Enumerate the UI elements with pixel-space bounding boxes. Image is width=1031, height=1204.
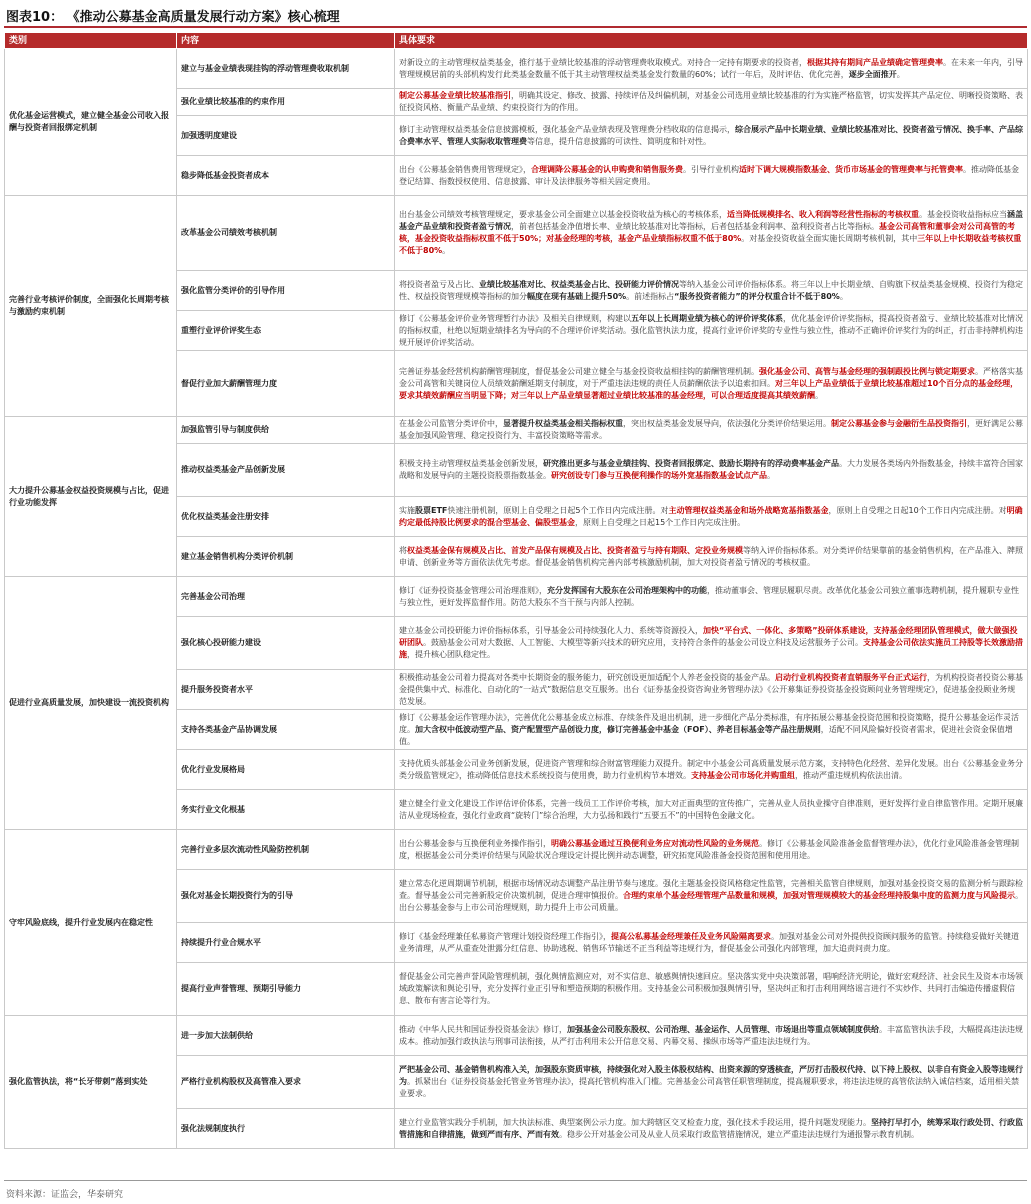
table-row [5,417,1028,444]
content-cell: 优化权益类基金注册安排 [177,497,395,537]
content-cell: 优化行业发展格局 [177,750,395,790]
highlight-text: 适时下调大规模指数基金、货币市场基金的管理费率与托管费率 [739,164,963,174]
content-cell: 严格行业机构股权及高管准入要求 [177,1056,395,1109]
header-row [5,33,1028,49]
bold-text: 逐步全面推开 [848,69,897,79]
figure-label: 图表10： [6,10,64,25]
table-row [5,196,1028,271]
body-text: ，推动严重违规机构依法出清。 [795,770,907,780]
body-text: ，前者包括基金净值增长率、业绩比较基准对比等指标，后者包括基金利润率、盈利投资者占比等指标。 [511,222,879,231]
requirement-cell [395,790,1028,830]
bold-text: 涵盖基金产品业绩和投资者盈亏情况 [399,210,1023,231]
body-text: 出台公募基金参与互换便利业务操作指引， [399,838,551,848]
body-text: 等纳入基金公司评价指标体系。将三年以上中长期业绩、自购旗下权益类基金规模、投资行为稳定性、权益投资管理规模等指标的加分 [399,279,1023,301]
content-cell: 提升服务投资者水平 [177,670,395,710]
body-text: 建立行业监管实践分手机制，加大执法标准、典型案例公示力度。加大跨辖区交叉检查力度，强化技术手段运用，提升问题发现能力。 [399,1117,871,1127]
highlight-text: 根据其持有期间产品业绩确定管理费率 [807,57,943,67]
category-cell: 完善行业考核评价制度，全面强化长周期考核与激励约束机制 [5,196,177,417]
content-cell: 加强透明度建设 [177,116,395,156]
requirement-cell [395,750,1028,790]
body-text: 完善证券基金经营机构薪酬管理制度，督促基金公司建立健全与基金投资收益相挂钩的薪酬管理机制。 [399,366,759,376]
source-note: 资料来源：证监会，华泰研究 [6,1190,124,1200]
body-text: ，更好满足公募基金加强风险管理、稳定投资行为、丰富投资策略等需求。 [399,419,1023,440]
bold-text: 股票ETF [415,505,448,515]
body-text: 修订《公募基金运作管理办法》，完善优化公募基金成立标准、存续条件及退出机制，进一步细化产品分类标准，有序拓展公募基金投资范围和投资策略，提升公募基金运作灵活度。 [399,712,1019,734]
body-text: 等信息，提升信息披露的可读性、简明度和针对性。 [527,136,711,146]
body-text: 。前述指标占 [626,291,675,301]
body-text: 。 [896,69,905,79]
highlight-text: 支持基金公司市场化并购重组 [691,770,795,780]
table-row [5,830,1028,870]
body-text: 将投资者盈亏及占比、 [399,279,479,289]
bold-text: 显著提升权益类基金相关指标权重 [503,419,623,428]
body-text: 。 [839,291,848,301]
content-cell: 强化法规制度执行 [177,1109,395,1149]
title-rule [4,26,1027,28]
body-text: 积极推动基金公司着力提高对各类中长期资金的服务能力，研究创设更加适配个人养老金投资的基金产品。 [399,672,775,682]
body-text: 督促基金公司完善声誉风险管理机制，强化舆情监测应对，对不实信息、敏感舆情快速回应。坚决落实党中央决策部署，唱响经济光明论，做好宏观经济、社会民生及资本市场领域政策解读和舆论引导，充分发挥行业正引导和塑造预期的积极作用。支持基金公司积极加强舆情引导，坚决纠正和打击利用网络谣言进行不实炒作、共同打击编造传播虚假信息、散布有害言论等行为。 [399,972,1023,1005]
table-row [5,1016,1028,1056]
body-text: 。鼓励基金公司对大数据、人工智能、大模型等新兴技术的研究应用，支持符合条件的基金公司设立科技及运营服务子公司。 [423,638,863,647]
table-row [5,577,1028,617]
body-text: 。修订《公募基金风险准备金监督管理办法》，优化行业风险准备金管理制度，根据基金公司分类评价结果与风险状况合理设定计提比例并动态调整，研究拓宽风险准备金投资范围和使用用途。 [399,838,1019,860]
highlight-text: 合理调降公募基金的认申购费和销售服务费 [531,164,683,174]
content-cell: 建立与基金业绩表现挂钩的浮动管理费收取机制 [177,49,395,89]
body-text: ，优化基金评价评奖指标，提高投资者盈亏、业绩比较基准对比情况的指标权重，杜绝以短期业绩排名为导向的不合理评价评奖活动。强化监管执法力度，提高行业评价评奖的专业性与独立性，推动不正确评价评奖行为的纠正，打击非持牌机构违规开展评价评奖活动。 [399,313,1023,347]
requirement-cell [395,1109,1028,1149]
body-text: 对新设立的主动管理权益类基金，推行基于业绩比较基准的浮动管理费收取模式。对持合一定持有期要求的投资者， [399,57,807,67]
requirement-cell [395,196,1028,271]
content-cell: 强化监管分类评价的引导作用 [177,271,395,311]
category-cell: 促进行业高质量发展，加快建设一流投资机构 [5,577,177,830]
requirement-cell [395,271,1028,311]
summary-table [4,32,1028,1149]
body-text: 推动《中华人民共和国证券投资基金法》修订， [399,1024,567,1034]
category-cell: 优化基金运营模式，建立健全基金公司收入报酬与投资者回报绑定机制 [5,49,177,196]
content-cell: 加强监管引导与制度供给 [177,417,395,444]
requirement-cell [395,1056,1028,1109]
highlight-text: 制定公募基金业绩比较基准指引 [399,91,511,100]
content-cell: 强化业绩比较基准的约束作用 [177,89,395,116]
figure-title-text: 《推动公募基金高质量发展行动方案》核心梳理 [73,10,340,25]
bold-text: 坚持打早打小，统筹采取行政处罚、行政监管措施和自律措施，做到严而有序、严而有效 [399,1117,1023,1139]
body-text: 修订《公募基金评价业务管理暂行办法》及相关自律规则，构建以 [399,313,631,323]
content-cell: 建立基金销售机构分类评价机制 [177,537,395,577]
highlight-text: 三年以上中长期收益考核权重不低于80% [399,234,1022,255]
body-text: 。引导行业机构 [683,164,739,174]
requirement-cell [395,116,1028,156]
requirement-cell [395,49,1028,89]
content-cell: 推动权益类基金产品创新发展 [177,444,395,497]
requirement-cell [395,617,1028,670]
category-cell: 守牢风险底线，提升行业发展内在稳定性 [5,830,177,1016]
category-cell: 大力提升公募基金权益投资规模与占比，促进行业功能发挥 [5,417,177,577]
highlight-text: 启动行业机构投资者直销服务平台正式运行 [775,672,927,682]
content-cell: 完善行业多层次流动性风险防控机制 [177,830,395,870]
body-text: ，突出权益类基金发展导向，依法强化分类评价结果运用。 [623,419,831,428]
body-text: 。基金投资收益指标应当 [919,210,1007,219]
bold-text: 加强基金公司股东股权、公司治理、基金运作、人员管理、市场退出等重点领域制度供给 [567,1024,879,1034]
bold-text: 五年以上长周期业绩为核心的评价评奖体系 [631,313,783,323]
header-category: 类别 [5,33,177,49]
body-text: 。加强对基金公司对外提供投资顾问服务的监管。持续稳妥做好关键道业务清理，从严从重查处泄露分红信息、协助逃税、销售环节输送不正当利益等违规行为，督促基金公司强化内部管理，加大追责问责力度。 [399,931,1019,953]
content-cell: 重塑行业评价评奖生态 [177,311,395,351]
content-cell: 强化核心投研能力建设 [177,617,395,670]
body-text: 积极支持主动管理权益类基金创新发展， [399,459,543,468]
bold-text: 综合展示产品中长期业绩、业绩比较基准对比、投资者盈亏情况、换手率、产品综合费率水平、管理人实际收取管理费 [399,124,1023,146]
requirement-cell [395,1016,1028,1056]
body-text: ，原则上自受理之日起15个工作日内完成注册。 [575,517,746,527]
body-text: ，为机构投资者投资公募基金提供集中式、标准化、自动化的“一站式”数据信息交互服务。出台《证券基金投资咨询业务管理办法》《公开募集证券投资基金投资顾问业务管理规定》，促进基金投顾业务规范发展。 [399,672,1023,706]
category-cell: 强化监管执法，将“长牙带刺”落到实处 [5,1016,177,1149]
body-text: 等纳入评价指标体系。对分类评价结果靠前的基金销售机构，在产品准入、牌照申请、创新业务等方面依法优先考虑。督促基金销售机构完善内部考核激励机制，加大对投资者盈亏情况的考核权重。 [399,545,1023,567]
highlight-text: 适当降低规模排名、收入利润等经营性指标的考核权重 [727,210,919,219]
bold-text: 充分发挥国有大股东在公司治理架构中的功能 [547,585,707,595]
body-text: 建立常态化逆周期调节机制，根据市场情况动态调整产品注册节奏与速度。强化主题基金投资风格稳定性监管，完善相关监管自律规则，加强对基金投资交易的监测分析与跟踪检查。督导基金公司完善新股定价决策机制，促进合理审慎报价。 [399,879,1023,900]
content-cell: 稳步降低基金投资者成本 [177,156,395,196]
requirement-cell [395,923,1028,963]
body-text: 。推动降低基金登记结算、指数授权使用、信息披露、审计及法律服务等相关固定费用。 [399,164,1019,186]
body-text: 。在未来一年内，引导管理规模居前的头部机构发行此类基金数量不低于其主动管理权益类基金发行数量的60%；试行一年后，及时评估、优化完善， [399,57,1023,79]
body-text: ，适配不同风险偏好投资者需求，促进社会资金保值增值。 [399,724,1013,746]
body-text: 。对基金投资收益全面实施长周期考核机制，其中 [741,234,918,243]
requirement-cell [395,497,1028,537]
body-text: 。稳步公开对基金公司及从业人员采取行政监管措施情况，建立严重违法违规行为通报警示教育机制。 [559,1129,919,1139]
requirement-cell [395,870,1028,923]
content-cell: 务实行业文化根基 [177,790,395,830]
content-cell: 改革基金公司绩效考核机制 [177,196,395,271]
body-text: 修订《证券投资基金管理公司治理准则》， [399,585,547,595]
requirement-cell [395,351,1028,417]
body-text: 。 [815,390,823,400]
requirement-cell [395,311,1028,351]
requirement-cell [395,537,1028,577]
body-text: 。大力发展各类场内外指数基金，持续丰富符合国家战略和发展导向的主题投资股票指数基金。 [399,459,1023,480]
requirement-cell [395,577,1028,617]
bold-text: “服务投资者能力”的评分权重合计不低于80% [674,291,840,301]
highlight-text: 基金公司高管和董事会对公司高管的考核，基金投资收益指标权重不低于50%；对基金经理的考核，基金产品业绩指标权重不低于80% [399,222,1015,243]
bold-text: 幅度在现有基础上提升50% [527,291,627,301]
content-cell: 进一步加大法制供给 [177,1016,395,1056]
requirement-cell [395,444,1028,497]
header-content: 内容 [177,33,395,49]
table-row [5,49,1028,89]
body-text: 。抓紧出台《证券投资基金托管业务管理办法》，提高托管机构准入门槛。完善基金公司高管任职管理制度，提高履职要求，将违法违规的高管依法纳入诚信档案，适用相关禁业要求。 [399,1077,1019,1098]
body-text: 在基金公司监管分类评价中， [399,419,503,428]
table-body [5,49,1028,1149]
body-text: 建立基金公司投研能力评价指标体系，引导基金公司持续强化人力、系统等资源投入， [399,626,703,635]
highlight-text: 研究创设专门参与互换便利操作的场外宽基指数基金试点产品 [551,471,767,480]
requirement-cell [395,710,1028,750]
bold-text: 业绩比较基准对比、权益类基金占比、投研能力评价情况 [479,279,679,289]
highlight-text: 制定公募基金参与金融衍生品投资指引 [831,419,967,428]
highlight-text: 权益类基金保有规模及占比、首发产品保有规模及占比、投资者盈亏与持有期限、定投业务规模 [407,545,743,555]
bold-text: 严把基金公司、基金销售机构准入关，加强股东资质审核，持续强化对入股主体股权结构、出资来源的穿透核查，严厉打击股权代持、以下持上股权、以非自有资金入股等违规行为 [399,1065,1023,1086]
requirement-cell [395,417,1028,444]
content-cell: 完善基金公司治理 [177,577,395,617]
content-cell: 督促行业加大薪酬管理力度 [177,351,395,417]
highlight-text: 合理约束单个基金经理管理产品数量和规模，加强对管理规模较大的基金经理持股集中度的监测力度与风险提示 [623,891,1015,900]
content-cell: 提高行业声誉管理、预期引导能力 [177,963,395,1016]
highlight-text: 支持基金公司依法实施员工持股等长效激励措施 [399,638,1023,659]
header-requirements: 具体要求 [395,33,1028,49]
body-text: 。严格落实基金公司高管和关键岗位人员绩效薪酬延期支付制度，对于严重违法违规的责任人员薪酬依法予以追索扣回。 [399,366,1023,388]
content-cell: 强化对基金长期投资行为的引导 [177,870,395,923]
body-text: ，原则上自受理之日起10个工作日内完成注册。对 [828,505,1007,515]
body-text: ，提升核心团队稳定性。 [407,650,495,659]
body-text: 修订《基金经理兼任私募资产管理计划投资经理工作指引》， [399,931,611,941]
requirement-cell [395,830,1028,870]
body-text: 。出台公募基金参与上市公司治理规则，助力提升上市公司质量。 [399,891,1023,912]
body-text: 实施 [399,505,415,515]
highlight-text: 主动管理权益类基金和场外战略宽基指数基金 [668,505,829,515]
body-text: 出台基金公司绩效考核管理规定，要求基金公司全面建立以基金投资收益为核心的考核体系， [399,210,727,219]
requirement-cell [395,670,1028,710]
body-text: 出台《公募基金销售费用管理规定》， [399,164,531,174]
bold-text: 研究推出更多与基金业绩挂钩、投资者回报绑定、鼓励长期持有的浮动费率基金产品 [543,459,839,468]
body-text: ，明确其设定、修改、披露、持续评估及纠偏机制，对基金公司选用业绩比较基准的行为实施严格监管，切实发挥其产品定位、明晰投资策略、表征投资风格、衡量产品业绩、约束投资行为的作用。 [399,91,1023,112]
body-text: ，推动董事会、管理层履职尽责。改革优化基金公司独立董事选聘机制，提升履职专业性与独立性，更好发挥监督作用。防范大股东不当干预与内部人控制。 [399,585,1019,607]
highlight-text: 提高公私募基金经理兼任及业务风险隔离要求 [611,931,771,941]
highlight-text: 加快“平台式、一体化、多策略”投研体系建设，支持基金经理团队管理模式，做大做强投研团队 [399,626,1018,647]
requirement-cell [395,963,1028,1016]
body-text: 。丰富监管执法手段，大幅提高违法违规成本。推动加强行政执法与刑事司法衔接，从严打击利用未公开信息交易、内幕交易、操纵市场等严重违法违规行为。 [399,1024,1023,1046]
highlight-text: 强化基金公司、高管与基金经理的强制跟投比例与锁定期要求 [759,366,975,376]
body-text: 将 [399,545,407,555]
body-text: 快速注册机制，原则上自受理之日起5个工作日内完成注册。对 [447,505,669,515]
body-text: 。 [442,246,451,255]
highlight-text: 明确约定最低持股比例要求的混合型基金、偏股型基金 [399,505,1023,527]
body-text: 建立健全行业文化建设工作评估评价体系，完善一线员工工作评价考核，加大对正面典型的宣传推广，完善从业人员执业操守自律准则，更好发挥行业自律监管作用。定期开展廉洁从业现场检查，强化行业政商“旋转门”综合治理，大力弘扬和践行“五要五不”的中国特色金融文化。 [399,798,1023,820]
bold-text: 加大含权中低波动型产品、资产配置型产品创设力度，修订完善基金中基金（FOF）、养老目标基金等产品注册规则 [415,724,821,734]
body-text: 修订主动管理权益类基金信息披露模板，强化基金产品业绩表现及管理费分档收取的信息揭示， [399,124,735,134]
figure-title [6,6,340,26]
requirement-cell [395,89,1028,116]
content-cell: 持续提升行业合规水平 [177,923,395,963]
content-cell: 支持各类基金产品协调发展 [177,710,395,750]
requirement-cell [395,156,1028,196]
body-text: 。 [767,471,775,480]
source-rule [4,1180,1027,1181]
body-text: 支持优质头部基金公司业务创新发展，促进资产管理和综合财富管理能力双提升。制定中小基金公司高质量发展示范方案，支持特色化经营、差异化发展。出台《公募基金业务分类分级监管规定》，推动降低信息技术系统投资与使用费，助力行业机构节本增效。 [399,758,1023,780]
highlight-text: 明确公募基金通过互换便利业务应对流动性风险的业务规范 [551,838,759,848]
highlight-text: 对三年以上产品业绩低于业绩比较基准超过10个百分点的基金经理，要求其绩效薪酬应当明显下降；对三年以上产品业绩显著超过业绩比较基准的基金经理，可以合理适度提高其绩效薪酬 [399,378,1019,400]
